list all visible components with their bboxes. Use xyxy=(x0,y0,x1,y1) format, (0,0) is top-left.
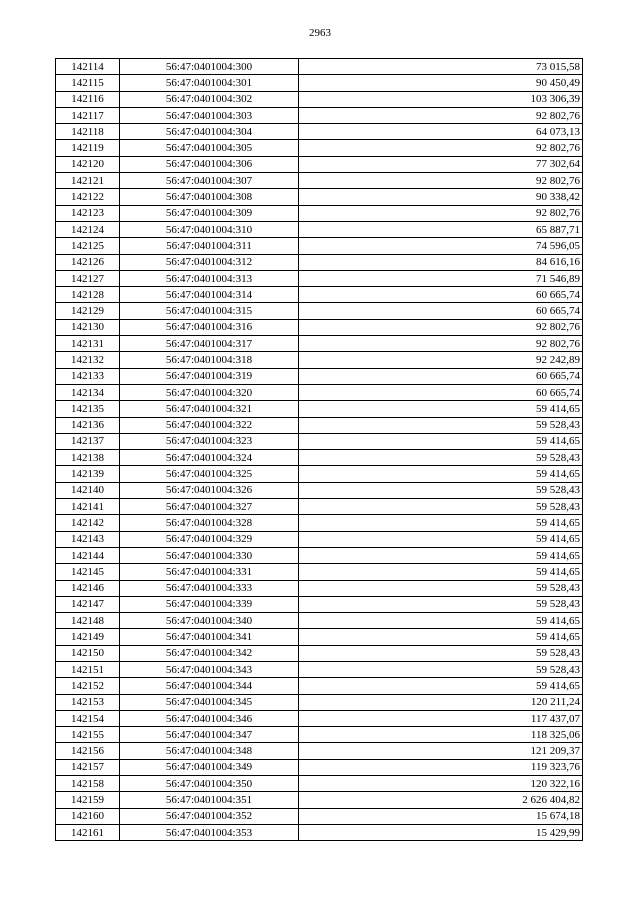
table-row xyxy=(56,140,583,156)
cadastral-value-cell: 74 596,05 xyxy=(299,238,583,254)
table-row xyxy=(56,254,583,270)
cadastral-value-cell: 117 437,07 xyxy=(299,710,583,726)
table-row xyxy=(56,270,583,286)
row-number-cell: 142159 xyxy=(56,792,120,808)
row-number-cell: 142143 xyxy=(56,531,120,547)
cadastral-value-cell: 59 414,65 xyxy=(299,531,583,547)
cadastral-value-cell: 120 322,16 xyxy=(299,776,583,792)
cadastral-value-cell: 59 414,65 xyxy=(299,613,583,629)
cadastral-number-cell: 56:47:0401004:311 xyxy=(120,238,299,254)
table-row xyxy=(56,189,583,205)
cadastral-value-cell: 59 414,65 xyxy=(299,466,583,482)
row-number-cell: 142156 xyxy=(56,743,120,759)
table-row xyxy=(56,221,583,237)
cadastral-number-cell: 56:47:0401004:315 xyxy=(120,303,299,319)
cadastral-number-cell: 56:47:0401004:310 xyxy=(120,221,299,237)
row-number-cell: 142114 xyxy=(56,59,120,75)
row-number-cell: 142129 xyxy=(56,303,120,319)
table-row xyxy=(56,303,583,319)
table-row xyxy=(56,124,583,140)
cadastral-value-cell: 92 802,76 xyxy=(299,336,583,352)
cadastral-number-cell: 56:47:0401004:350 xyxy=(120,776,299,792)
table-row xyxy=(56,710,583,726)
table-row xyxy=(56,156,583,172)
table-row xyxy=(56,107,583,123)
table-row xyxy=(56,91,583,107)
row-number-cell: 142145 xyxy=(56,564,120,580)
row-number-cell: 142140 xyxy=(56,482,120,498)
row-number-cell: 142144 xyxy=(56,547,120,563)
cadastral-number-cell: 56:47:0401004:346 xyxy=(120,710,299,726)
cadastral-number-cell: 56:47:0401004:304 xyxy=(120,124,299,140)
table-row xyxy=(56,352,583,368)
cadastral-value-cell: 92 802,76 xyxy=(299,173,583,189)
cadastral-number-cell: 56:47:0401004:342 xyxy=(120,645,299,661)
cadastral-value-table xyxy=(55,58,583,841)
row-number-cell: 142126 xyxy=(56,254,120,270)
table-body xyxy=(56,59,583,841)
table-row xyxy=(56,384,583,400)
cadastral-number-cell: 56:47:0401004:317 xyxy=(120,336,299,352)
cadastral-number-cell: 56:47:0401004:318 xyxy=(120,352,299,368)
cadastral-value-cell: 92 802,76 xyxy=(299,107,583,123)
cadastral-number-cell: 56:47:0401004:327 xyxy=(120,499,299,515)
cadastral-number-cell: 56:47:0401004:313 xyxy=(120,270,299,286)
row-number-cell: 142134 xyxy=(56,384,120,400)
cadastral-number-cell: 56:47:0401004:329 xyxy=(120,531,299,547)
cadastral-number-cell: 56:47:0401004:319 xyxy=(120,368,299,384)
row-number-cell: 142139 xyxy=(56,466,120,482)
cadastral-value-cell: 71 546,89 xyxy=(299,270,583,286)
cadastral-value-cell: 59 414,65 xyxy=(299,433,583,449)
table-row xyxy=(56,776,583,792)
cadastral-number-cell: 56:47:0401004:303 xyxy=(120,107,299,123)
row-number-cell: 142149 xyxy=(56,629,120,645)
cadastral-value-cell: 64 073,13 xyxy=(299,124,583,140)
row-number-cell: 142124 xyxy=(56,221,120,237)
table-row xyxy=(56,678,583,694)
cadastral-number-cell: 56:47:0401004:333 xyxy=(120,580,299,596)
table-row xyxy=(56,450,583,466)
table-row xyxy=(56,401,583,417)
table-row xyxy=(56,59,583,75)
cadastral-number-cell: 56:47:0401004:330 xyxy=(120,547,299,563)
cadastral-value-cell: 60 665,74 xyxy=(299,303,583,319)
cadastral-number-cell: 56:47:0401004:322 xyxy=(120,417,299,433)
cadastral-number-cell: 56:47:0401004:312 xyxy=(120,254,299,270)
table-row xyxy=(56,661,583,677)
cadastral-number-cell: 56:47:0401004:353 xyxy=(120,824,299,840)
cadastral-number-cell: 56:47:0401004:307 xyxy=(120,173,299,189)
cadastral-value-cell: 15 674,18 xyxy=(299,808,583,824)
table-row xyxy=(56,792,583,808)
row-number-cell: 142115 xyxy=(56,75,120,91)
table-row xyxy=(56,466,583,482)
cadastral-value-cell: 15 429,99 xyxy=(299,824,583,840)
cadastral-value-cell: 92 802,76 xyxy=(299,140,583,156)
table-row xyxy=(56,75,583,91)
cadastral-number-cell: 56:47:0401004:351 xyxy=(120,792,299,808)
row-number-cell: 142123 xyxy=(56,205,120,221)
cadastral-value-cell: 59 414,65 xyxy=(299,678,583,694)
table-row xyxy=(56,336,583,352)
cadastral-number-cell: 56:47:0401004:348 xyxy=(120,743,299,759)
cadastral-value-cell: 59 528,43 xyxy=(299,661,583,677)
cadastral-number-cell: 56:47:0401004:309 xyxy=(120,205,299,221)
cadastral-number-cell: 56:47:0401004:345 xyxy=(120,694,299,710)
row-number-cell: 142161 xyxy=(56,824,120,840)
table-row xyxy=(56,694,583,710)
row-number-cell: 142146 xyxy=(56,580,120,596)
cadastral-number-cell: 56:47:0401004:347 xyxy=(120,727,299,743)
table-row xyxy=(56,743,583,759)
cadastral-value-cell: 59 414,65 xyxy=(299,564,583,580)
cadastral-number-cell: 56:47:0401004:340 xyxy=(120,613,299,629)
cadastral-number-cell: 56:47:0401004:323 xyxy=(120,433,299,449)
cadastral-value-cell: 84 616,16 xyxy=(299,254,583,270)
row-number-cell: 142150 xyxy=(56,645,120,661)
page-number: 2963 xyxy=(309,27,331,39)
cadastral-value-cell: 59 528,43 xyxy=(299,482,583,498)
cadastral-value-cell: 59 414,65 xyxy=(299,515,583,531)
row-number-cell: 142136 xyxy=(56,417,120,433)
table-row xyxy=(56,547,583,563)
cadastral-number-cell: 56:47:0401004:326 xyxy=(120,482,299,498)
table-row xyxy=(56,417,583,433)
cadastral-value-cell: 59 414,65 xyxy=(299,401,583,417)
cadastral-value-cell: 119 323,76 xyxy=(299,759,583,775)
cadastral-number-cell: 56:47:0401004:305 xyxy=(120,140,299,156)
row-number-cell: 142147 xyxy=(56,596,120,612)
table-row xyxy=(56,629,583,645)
row-number-cell: 142148 xyxy=(56,613,120,629)
cadastral-number-cell: 56:47:0401004:300 xyxy=(120,59,299,75)
row-number-cell: 142127 xyxy=(56,270,120,286)
cadastral-number-cell: 56:47:0401004:339 xyxy=(120,596,299,612)
table-row xyxy=(56,499,583,515)
cadastral-number-cell: 56:47:0401004:314 xyxy=(120,287,299,303)
row-number-cell: 142116 xyxy=(56,91,120,107)
row-number-cell: 142118 xyxy=(56,124,120,140)
cadastral-value-cell: 59 528,43 xyxy=(299,580,583,596)
row-number-cell: 142160 xyxy=(56,808,120,824)
table-row xyxy=(56,759,583,775)
cadastral-number-cell: 56:47:0401004:328 xyxy=(120,515,299,531)
row-number-cell: 142157 xyxy=(56,759,120,775)
cadastral-value-cell: 120 211,24 xyxy=(299,694,583,710)
table-row xyxy=(56,613,583,629)
row-number-cell: 142138 xyxy=(56,450,120,466)
row-number-cell: 142158 xyxy=(56,776,120,792)
row-number-cell: 142142 xyxy=(56,515,120,531)
cadastral-number-cell: 56:47:0401004:324 xyxy=(120,450,299,466)
cadastral-value-cell: 60 665,74 xyxy=(299,287,583,303)
cadastral-value-cell: 59 414,65 xyxy=(299,547,583,563)
cadastral-number-cell: 56:47:0401004:302 xyxy=(120,91,299,107)
row-number-cell: 142155 xyxy=(56,727,120,743)
cadastral-value-cell: 59 528,43 xyxy=(299,417,583,433)
row-number-cell: 142135 xyxy=(56,401,120,417)
cadastral-value-cell: 59 528,43 xyxy=(299,450,583,466)
cadastral-value-cell: 118 325,06 xyxy=(299,727,583,743)
row-number-cell: 142117 xyxy=(56,107,120,123)
table-row xyxy=(56,727,583,743)
cadastral-number-cell: 56:47:0401004:331 xyxy=(120,564,299,580)
row-number-cell: 142154 xyxy=(56,710,120,726)
table-row xyxy=(56,173,583,189)
cadastral-number-cell: 56:47:0401004:308 xyxy=(120,189,299,205)
cadastral-value-cell: 59 528,43 xyxy=(299,596,583,612)
table-row xyxy=(56,580,583,596)
cadastral-value-cell: 121 209,37 xyxy=(299,743,583,759)
cadastral-number-cell: 56:47:0401004:306 xyxy=(120,156,299,172)
cadastral-number-cell: 56:47:0401004:320 xyxy=(120,384,299,400)
row-number-cell: 142131 xyxy=(56,336,120,352)
cadastral-value-cell: 59 528,43 xyxy=(299,645,583,661)
cadastral-value-cell: 65 887,71 xyxy=(299,221,583,237)
row-number-cell: 142153 xyxy=(56,694,120,710)
cadastral-value-cell: 90 450,49 xyxy=(299,75,583,91)
cadastral-value-cell: 59 414,65 xyxy=(299,629,583,645)
row-number-cell: 142137 xyxy=(56,433,120,449)
table-row xyxy=(56,645,583,661)
row-number-cell: 142128 xyxy=(56,287,120,303)
cadastral-value-cell: 92 242,89 xyxy=(299,352,583,368)
row-number-cell: 142130 xyxy=(56,319,120,335)
cadastral-value-cell: 59 528,43 xyxy=(299,499,583,515)
table-row xyxy=(56,287,583,303)
row-number-cell: 142119 xyxy=(56,140,120,156)
row-number-cell: 142152 xyxy=(56,678,120,694)
table-row xyxy=(56,596,583,612)
cadastral-value-cell: 77 302,64 xyxy=(299,156,583,172)
cadastral-number-cell: 56:47:0401004:352 xyxy=(120,808,299,824)
table-row xyxy=(56,531,583,547)
cadastral-value-cell: 103 306,39 xyxy=(299,91,583,107)
cadastral-number-cell: 56:47:0401004:344 xyxy=(120,678,299,694)
row-number-cell: 142120 xyxy=(56,156,120,172)
row-number-cell: 142122 xyxy=(56,189,120,205)
table-row xyxy=(56,319,583,335)
row-number-cell: 142141 xyxy=(56,499,120,515)
cadastral-value-cell: 73 015,58 xyxy=(299,59,583,75)
table-row xyxy=(56,368,583,384)
table-row xyxy=(56,238,583,254)
row-number-cell: 142125 xyxy=(56,238,120,254)
row-number-cell: 142132 xyxy=(56,352,120,368)
cadastral-number-cell: 56:47:0401004:301 xyxy=(120,75,299,91)
cadastral-number-cell: 56:47:0401004:325 xyxy=(120,466,299,482)
table-row xyxy=(56,824,583,840)
row-number-cell: 142151 xyxy=(56,661,120,677)
table-row xyxy=(56,564,583,580)
table-row xyxy=(56,482,583,498)
table-row xyxy=(56,515,583,531)
cadastral-value-cell: 2 626 404,82 xyxy=(299,792,583,808)
cadastral-number-cell: 56:47:0401004:316 xyxy=(120,319,299,335)
table-row xyxy=(56,808,583,824)
cadastral-value-cell: 92 802,76 xyxy=(299,319,583,335)
table-row xyxy=(56,433,583,449)
cadastral-value-cell: 90 338,42 xyxy=(299,189,583,205)
row-number-cell: 142133 xyxy=(56,368,120,384)
cadastral-value-cell: 92 802,76 xyxy=(299,205,583,221)
cadastral-number-cell: 56:47:0401004:343 xyxy=(120,661,299,677)
cadastral-number-cell: 56:47:0401004:349 xyxy=(120,759,299,775)
cadastral-number-cell: 56:47:0401004:321 xyxy=(120,401,299,417)
row-number-cell: 142121 xyxy=(56,173,120,189)
cadastral-number-cell: 56:47:0401004:341 xyxy=(120,629,299,645)
cadastral-value-cell: 60 665,74 xyxy=(299,384,583,400)
cadastral-value-cell: 60 665,74 xyxy=(299,368,583,384)
table-row xyxy=(56,205,583,221)
